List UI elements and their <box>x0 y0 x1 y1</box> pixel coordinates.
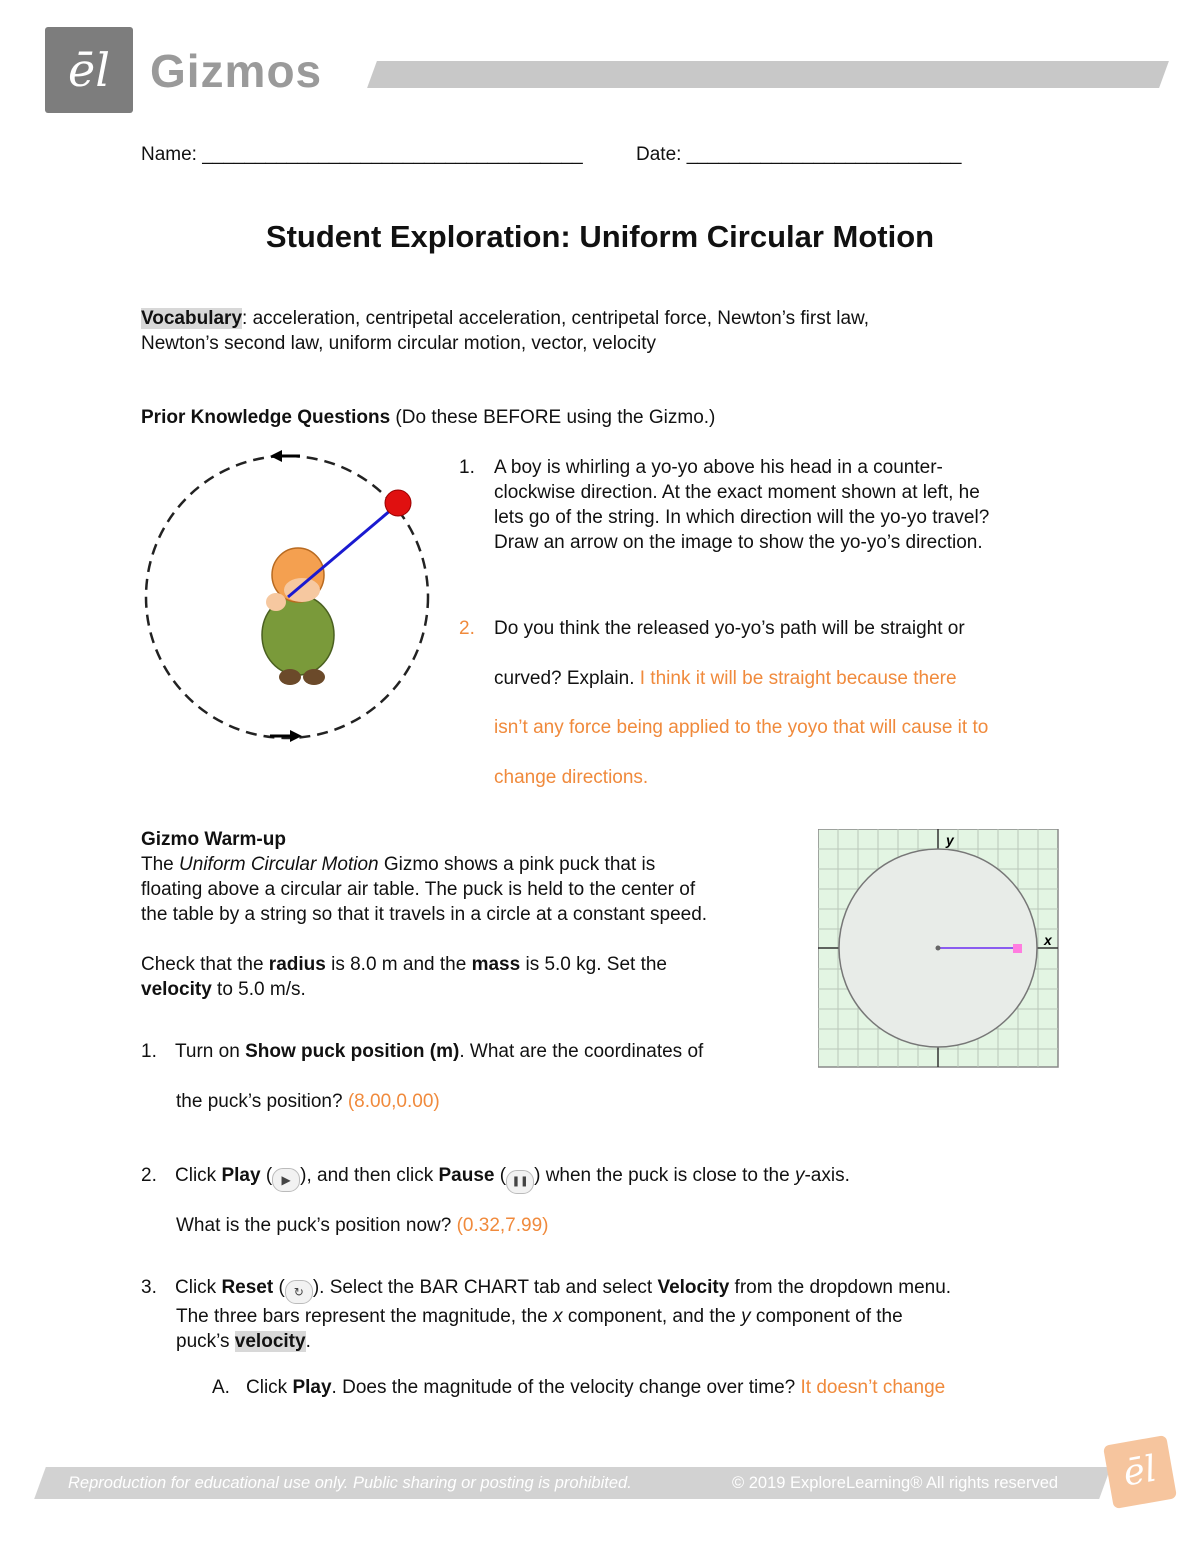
prior-heading-note: (Do these BEFORE using the Gizmo.) <box>390 407 716 428</box>
prior-q1-line: Draw an arrow on the image to show the yo-yo’s direction. <box>494 532 983 553</box>
reset-label: Reset <box>221 1277 274 1298</box>
q3a-text: . Does the magnitude of the velocity change over time? <box>331 1377 801 1398</box>
vocabulary <box>141 306 1041 356</box>
q1-answer[interactable]: (8.00,0.00) <box>347 1090 440 1112</box>
warmup-intro-line-2: floating above a circular air table. The puck is held to the center of <box>141 879 696 900</box>
question-2 <box>141 1151 1041 1250</box>
q3a-letter: A. <box>212 1377 230 1398</box>
name-field[interactable] <box>141 142 583 167</box>
q2-text: What is the puck’s position now? <box>176 1214 457 1236</box>
q2-text: ( <box>494 1165 507 1186</box>
q1-text: Turn on <box>175 1041 246 1062</box>
prior-knowledge-heading <box>141 405 715 430</box>
velocity-label: Velocity <box>657 1277 730 1298</box>
pause-icon: ❚❚ <box>506 1170 534 1194</box>
check-velocity: velocity <box>141 979 212 1000</box>
pink-puck <box>1013 944 1022 953</box>
table-center <box>936 946 941 951</box>
velocity-highlight: velocity <box>234 1331 306 1352</box>
y-axis-label: y <box>946 832 954 848</box>
warmup-intro-line-3: the table by a string so that it travels in a circle at a constant speed. <box>141 904 708 925</box>
q2-number: 2. <box>141 1165 157 1186</box>
prior-question-1 <box>459 455 1079 555</box>
q3-number: 3. <box>141 1277 157 1298</box>
q3-text: puck’s <box>176 1331 235 1352</box>
prior-q2-line-2: curved? Explain. <box>494 667 640 689</box>
q2-text: -axis. <box>804 1165 850 1186</box>
gizmo-name: Uniform Circular Motion <box>179 854 379 875</box>
q3-text: Click <box>175 1277 222 1298</box>
q1-number: 1. <box>141 1041 157 1062</box>
header-bar <box>367 61 1169 88</box>
q1-text: the puck’s position? <box>176 1090 348 1112</box>
q3-text: ). Select the BAR CHART tab and select <box>312 1277 658 1298</box>
check-text: Check that the <box>141 954 269 975</box>
footer-reproduction-notice: Reproduction for educational use only. Public sharing or posting is prohibited. <box>68 1474 632 1492</box>
q3-x: x <box>553 1306 563 1327</box>
gizmo-air-table-diagram <box>818 829 1060 1069</box>
show-puck-position-label: Show puck position (m) <box>245 1041 460 1062</box>
footer-logo: ēl <box>1103 1435 1177 1509</box>
q3-text: component, and the <box>562 1306 742 1327</box>
q3a-answer[interactable]: It doesn’t change <box>800 1377 946 1398</box>
q2-answer[interactable]: (0.32,7.99) <box>456 1214 549 1236</box>
prior-q1-line: clockwise direction. At the exact moment shown at left, he <box>494 482 980 503</box>
pause-label: Pause <box>438 1165 495 1186</box>
prior-q1-line: A boy is whirling a yo-yo above his head in a counter- <box>494 457 943 478</box>
play-label: Play <box>221 1165 261 1186</box>
name-label: Name: <box>141 144 197 165</box>
check-text: to 5.0 m/s. <box>211 979 306 1000</box>
prior-q2-answer-1[interactable]: I think it will be straight because there <box>639 667 957 689</box>
q2-text: ( <box>260 1165 273 1186</box>
warmup-intro-text: Gizmo shows a pink puck that is <box>378 854 656 875</box>
bottom-arrow-icon <box>270 730 302 742</box>
q2-text: ) when the puck is close to the <box>534 1165 795 1186</box>
q3a-play-label: Play <box>292 1377 332 1398</box>
q3-text: . <box>305 1331 311 1352</box>
vocabulary-terms-2: Newton’s second law, uniform circular motion, vector, velocity <box>141 333 656 354</box>
warmup-heading: Gizmo Warm-up <box>141 829 286 850</box>
prior-q2-answer-3[interactable]: change directions. <box>494 766 649 788</box>
q3-text: component of the <box>750 1306 903 1327</box>
q3-y: y <box>741 1306 751 1327</box>
question-3a <box>212 1375 1112 1400</box>
q3-text: The three bars represent the magnitude, the <box>176 1306 554 1327</box>
yoyo-ball <box>385 490 411 516</box>
footer-copyright: © 2019 ExploreLearning® All rights reserved <box>732 1474 1059 1492</box>
prior-q1-number: 1. <box>459 457 475 478</box>
prior-q2-number: 2. <box>459 618 475 639</box>
play-icon: ▶ <box>272 1168 300 1192</box>
question-1 <box>141 1027 801 1126</box>
vocabulary-terms-1: : acceleration, centripetal acceleration, centripetal force, Newton’s first law, <box>242 308 869 329</box>
reset-icon: ↻ <box>285 1280 313 1304</box>
check-text: is 8.0 m and the <box>325 954 472 975</box>
x-axis-label: x <box>1044 932 1052 948</box>
q2-axis: y <box>794 1165 805 1186</box>
date-field[interactable] <box>636 142 961 167</box>
warmup-section <box>141 827 801 1002</box>
check-text: is 5.0 kg. Set the <box>520 954 667 975</box>
q3-text: from the dropdown menu. <box>729 1277 952 1298</box>
page-title: Student Exploration: Uniform Circular Motion <box>265 219 935 254</box>
prior-question-2 <box>459 604 1099 802</box>
name-blank: ____________________________________ <box>202 144 583 165</box>
vocabulary-label: Vocabulary <box>141 308 243 329</box>
q1-text: . What are the coordinates of <box>459 1041 704 1062</box>
check-mass: mass <box>471 954 521 975</box>
prior-q2-answer-2[interactable]: isn’t any force being applied to the yoyo that will cause it to <box>494 717 989 738</box>
yoyo-illustration <box>130 440 450 750</box>
q3-text: ( <box>273 1277 285 1298</box>
brand-name: Gizmos <box>150 45 323 97</box>
q2-text: ), and then click <box>300 1165 439 1186</box>
q2-text: Click <box>175 1165 222 1186</box>
q3a-text: Click <box>246 1377 293 1398</box>
date-label: Date: <box>636 144 682 165</box>
gizmos-logo-mark: ēl <box>68 43 110 97</box>
prior-q1-line: lets go of the string. In which direction will the yo-yo travel? <box>494 507 990 528</box>
warmup-intro-text: The <box>141 854 180 875</box>
prior-q2-line-1: Do you think the released yo-yo’s path will be straight or <box>494 618 965 639</box>
date-blank: __________________________ <box>686 144 962 165</box>
check-radius: radius <box>268 954 326 975</box>
prior-heading-bold: Prior Knowledge Questions <box>141 407 391 428</box>
top-arrow-icon <box>270 450 300 462</box>
question-3 <box>141 1275 1081 1354</box>
